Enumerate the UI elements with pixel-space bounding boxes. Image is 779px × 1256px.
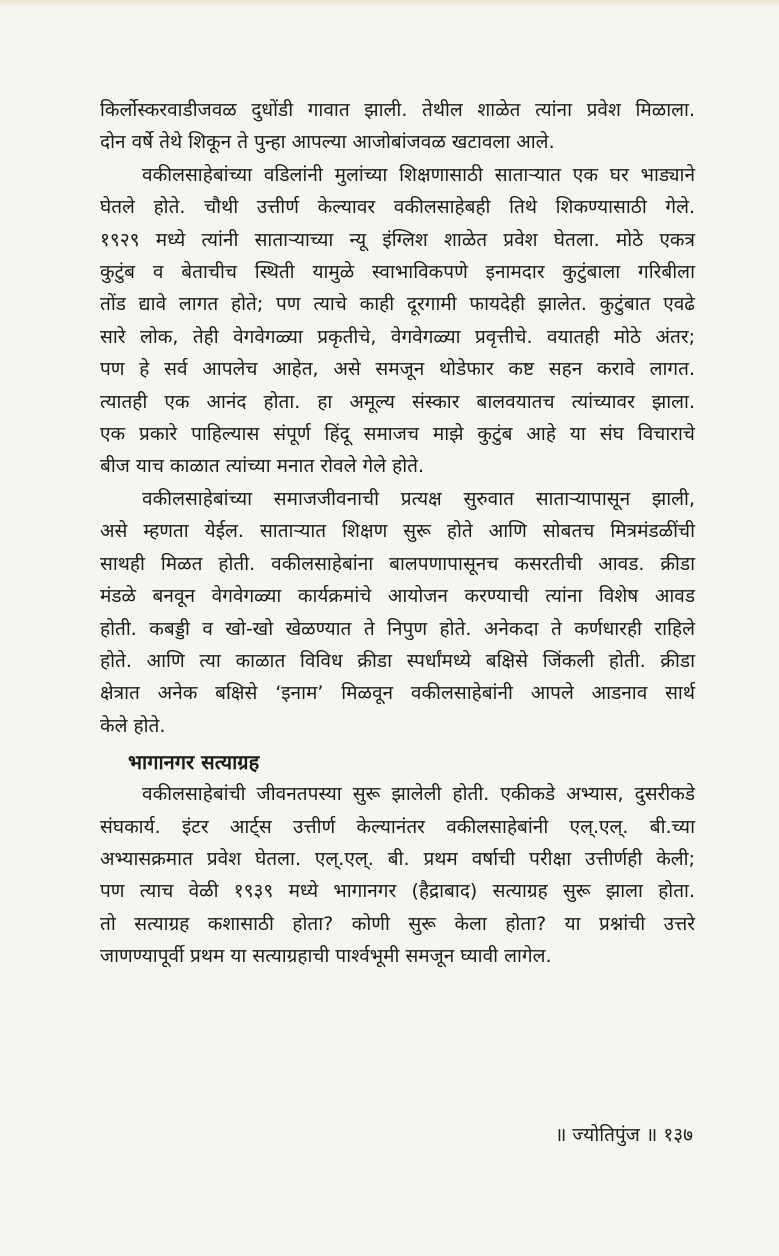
page-footer: ॥ ज्योतिपुंज ॥ १३७ [555, 1124, 693, 1146]
text-line: पण हे सर्व आपलेच आहेत, असे समजून थोडेफार कष्ट सहन करावे लागत. [100, 358, 695, 381]
text-line: वकीलसाहेबांची जीवनतपस्या सुरू झालेली होती. एकीकडे अभ्यास, दुसरीकडे [142, 783, 695, 806]
text-line: क्षेत्रात अनेक बक्षिसे ‘इनाम’ मिळवून वकीलसाहेबांनी आपले आडनाव सार्थ [100, 682, 695, 705]
text-line: कुटुंब व बेताचीच स्थिती यामुळे स्वाभाविकपणे इनामदार कुटुंबाला गरिबीला [100, 261, 695, 284]
paragraph-4 [100, 778, 695, 972]
text-line: वकीलसाहेबांच्या वडिलांनी मुलांच्या शिक्षणासाठी साताऱ्यात एक घर भाड्याने [142, 163, 695, 186]
text-line: जाणण्यापूर्वी प्रथम या सत्याग्रहाची पार्श्वभूमी समजून घ्यावी लागेल. [100, 945, 552, 968]
text-line: तो सत्याग्रह कशासाठी होता? कोणी सुरू केला होता? या प्रश्नांची उत्तरे [100, 912, 695, 935]
text-line: बीज याच काळात त्यांच्या मनात रोवले गेले होते. [100, 455, 425, 478]
paragraph-1 [100, 94, 695, 159]
body-text [100, 94, 695, 973]
text-line: सारे लोक, तेही वेगवेगळ्या प्रकृतीचे, वेगवेगळ्या प्रवृत्तीचे. वयातही मोठे अंतर; [100, 325, 695, 348]
text-line: घेतले होते. चौथी उत्तीर्ण केल्यावर वकीलसाहेबही तिथे शिकण्यासाठी गेले. [100, 196, 695, 219]
text-line: संघकार्य. इंटर आर्ट्स उत्तीर्ण केल्यानंतर वकीलसाहेबांनी एल्.एल्. बी.च्या [100, 815, 695, 838]
text-line: दोन वर्षे तेथे शिकून ते पुन्हा आपल्या आजोबांजवळ खटावला आले. [100, 131, 555, 154]
text-line: केले होते. [100, 714, 166, 737]
text-line: तोंड द्यावे लागत होते; पण त्याचे काही दूरगामी फायदेही झालेत. कुटुंबात एवढे [100, 293, 695, 316]
text-line: किर्लोस्करवाडीजवळ दुधोंडी गावात झाली. तेथील शाळेत त्यांना प्रवेश मिळाला. [100, 99, 695, 121]
paragraph-3 [100, 483, 695, 742]
text-line: पण त्याच वेळी १९३९ मध्ये भागानगर (हैद्राबाद) सत्याग्रह सुरू झाला होता. [100, 880, 695, 903]
paragraph-2 [100, 159, 695, 483]
section-heading: भागानगर सत्याग्रह [128, 750, 260, 775]
text-line: अभ्यासक्रमात प्रवेश घेतला. एल्.एल्. बी. प्रथम वर्षाची परीक्षा उत्तीर्णही केली; [100, 847, 695, 870]
text-line: १९२९ मध्ये त्यांनी साताऱ्याच्या न्यू इंग्लिश शाळेत प्रवेश घेतला. मोठे एकत्र [100, 228, 695, 251]
text-line: साथही मिळत होती. वकीलसाहेबांना बालपणापासूनच कसरतीची आवड. क्रीडा [100, 552, 695, 575]
page-edge-shade [0, 0, 779, 8]
text-line: होती. कबड्डी व खो-खो खेळण्यात ते निपुण होते. अनेकदा ते कर्णधारही राहिले [100, 617, 695, 640]
text-line: त्यातही एक आनंद होता. हा अमूल्य संस्कार बालवयातच त्यांच्यावर झाला. [100, 390, 695, 413]
text-line: असे म्हणता येईल. साताऱ्यात शिक्षण सुरू होते आणि सोबतच मित्रमंडळींची [100, 520, 695, 543]
text-line: एक प्रकारे पाहिल्यास संपूर्ण हिंदू समाजच माझे कुटुंब आहे या संघ विचाराचे [100, 423, 695, 446]
text-line: होते. आणि त्या काळात विविध क्रीडा स्पर्धांमध्ये बक्षिसे जिंकली होती. क्रीडा [100, 649, 695, 672]
text-line: वकीलसाहेबांच्या समाजजीवनाची प्रत्यक्ष सुरुवात साताऱ्यापासून झाली, [142, 487, 695, 510]
text-line: मंडळे बनवून वेगवेगळ्या कार्यक्रमांचे आयोजन करण्याची त्यांना विशेष आवड [100, 585, 695, 608]
